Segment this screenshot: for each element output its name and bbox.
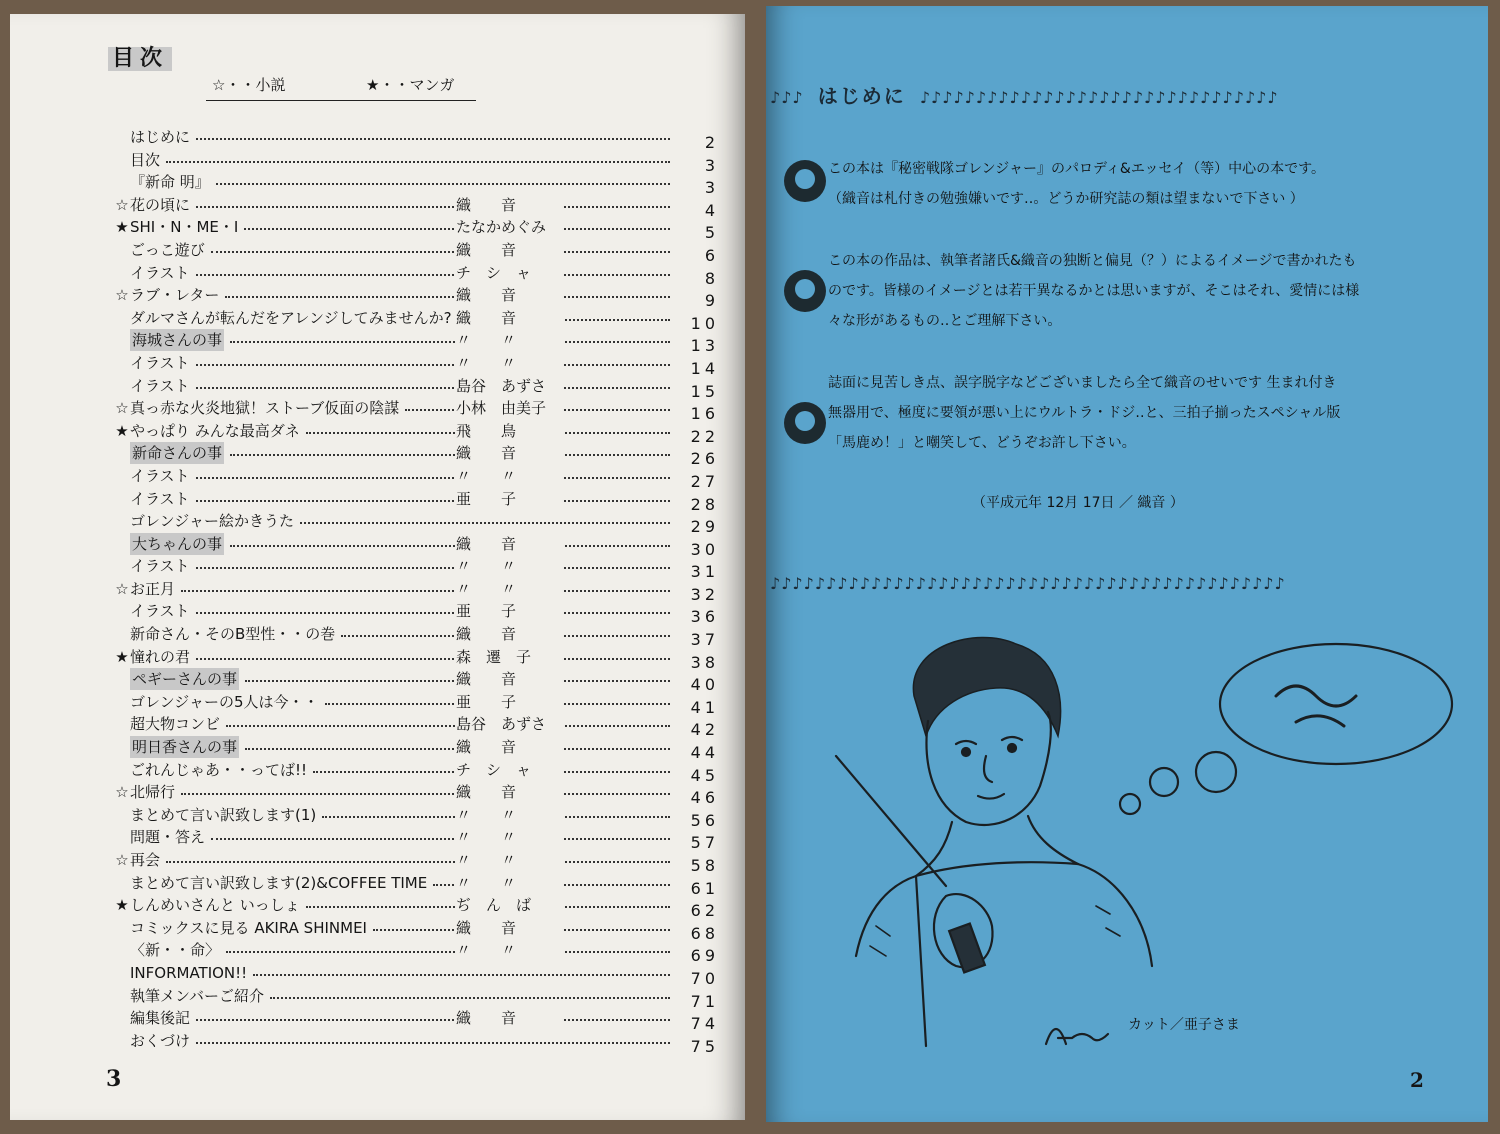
toc-entry-author-box — [456, 442, 564, 464]
toc-leader-dots — [196, 612, 670, 614]
toc-entry — [110, 307, 720, 333]
toc-entry — [110, 149, 720, 175]
toc-entry-page: 9 — [704, 291, 719, 311]
toc-leader-dots — [196, 567, 670, 569]
intro-paragraph-2 — [828, 246, 1428, 336]
toc-entry-mark: ☆ — [115, 195, 129, 214]
toc-entry-page: 57 — [690, 833, 719, 853]
toc-entry-author-box — [456, 646, 564, 668]
toc-entry-author-box — [456, 420, 564, 442]
toc-entry — [110, 1030, 720, 1056]
intro-page — [766, 6, 1488, 1122]
toc-entry-page: 44 — [690, 743, 719, 763]
toc-entry-mark: ★ — [115, 218, 129, 237]
toc-entry-mark: ★ — [115, 896, 129, 915]
toc-entry-title: まとめて言い訳致します(2)&COFFEE TIME — [130, 873, 428, 892]
toc-entry — [110, 510, 720, 537]
toc-entry-page: 3 — [704, 155, 719, 175]
toc-entry-author: 〃 〃 — [456, 851, 517, 869]
toc-entry — [110, 985, 720, 1011]
toc-entry-title: おくづけ — [130, 1031, 191, 1050]
toc-entry-title: 『新命 明』 — [130, 173, 210, 192]
toc-entry-title: 北帰行 — [130, 783, 176, 802]
toc-page — [10, 14, 745, 1120]
intro-line: 誌面に見苦しき点、誤字脱字などございましたら全て織音のせいです 生まれ付き — [828, 375, 1337, 391]
toc-entry-mark: ☆ — [115, 399, 129, 418]
toc-entry-author: 織 音 — [456, 240, 517, 259]
toc-entry-author: 織 音 — [456, 286, 517, 305]
intro-line: この本は『秘密戦隊ゴレンジャー』のパロディ&エッセイ（等）中心の本です。 — [828, 161, 1325, 177]
symbol-icon-2 — [784, 270, 826, 312]
toc-entry-title: ごれんじゃあ・・ってば!! — [130, 760, 308, 779]
toc-entry-page: 70 — [690, 968, 719, 988]
toc-entry-page: 14 — [690, 358, 719, 378]
toc-entry-page: 75 — [690, 1036, 719, 1056]
toc-entry-author-box — [456, 872, 564, 894]
toc-leader-dots — [226, 951, 670, 953]
toc-entry-author: ぢ ん ば — [456, 896, 532, 915]
toc-entry — [110, 239, 720, 265]
symbol-icon-1 — [784, 160, 826, 202]
toc-entry-author-box — [456, 600, 564, 622]
toc-leader-dots — [181, 590, 670, 592]
intro-heading: はじめに — [817, 84, 906, 108]
toc-entry — [110, 962, 720, 988]
toc-entry-author: 〃 〃 — [456, 331, 517, 350]
toc-entry-author: 島谷 あずさ — [456, 376, 547, 395]
toc-entry-author: 島谷 あずさ — [456, 715, 547, 734]
toc-entry-mark: ☆ — [115, 783, 129, 802]
toc-entry-title: 編集後記 — [130, 1009, 191, 1028]
toc-entry-author-box — [456, 329, 564, 351]
toc-entry-title: ペギーさんの事 — [132, 670, 238, 689]
toc-leader-dots — [181, 793, 670, 795]
music-notes-divider: ♪♪♪♪♪♪♪♪♪♪♪♪♪♪♪♪♪♪♪♪♪♪♪♪♪♪♪♪♪♪♪♪♪♪♪♪♪♪♪♪♪♪♪♪♪♪ — [770, 574, 1286, 593]
toc-entry-page: 46 — [690, 788, 719, 808]
illustration-credit: カット／亜子さま — [1128, 1017, 1240, 1033]
toc-entry-title: 花の頃に — [130, 195, 191, 214]
toc-entry-page: 38 — [690, 652, 719, 672]
toc-leader-dots — [196, 477, 670, 479]
toc-entry-title: ごっこ遊び — [130, 240, 205, 259]
toc-entry-author-box — [456, 375, 564, 397]
toc-entry — [110, 623, 720, 650]
toc-entry-author: 亜 子 — [456, 692, 517, 711]
toc-entry-page: 6 — [704, 245, 719, 265]
toc-heading: 目次 — [108, 47, 172, 71]
toc-entry-page: 56 — [690, 810, 719, 830]
toc-entry-page: 10 — [690, 313, 719, 333]
page-number-right: 2 — [1410, 1068, 1424, 1092]
toc-leader-dots — [225, 296, 670, 298]
toc-leader-dots — [196, 658, 670, 660]
toc-entry-author: 飛 鳥 — [456, 421, 517, 440]
toc-entry-author: 亜 子 — [456, 602, 517, 621]
toc-entry-author: 亜 子 — [456, 489, 517, 508]
toc-entry-author: 〃 〃 — [456, 579, 517, 598]
toc-entry-page: 37 — [690, 630, 719, 650]
toc-leader-dots — [196, 274, 670, 276]
toc-entry-author-box — [456, 262, 564, 284]
character-illustration — [796, 626, 1456, 1066]
toc-entry-author-box — [456, 939, 564, 961]
toc-entry-page: 13 — [690, 336, 719, 356]
toc-entry-author-box — [456, 578, 564, 600]
toc-entry-mark: ☆ — [115, 286, 129, 305]
toc-entry-title: 再会 — [130, 851, 161, 869]
toc-leader-dots — [211, 838, 670, 840]
intro-line: この本の作品は、執筆者諸氏&織音の独断と偏見（？）によるイメージで書かれたも — [828, 253, 1357, 269]
toc-leader-dots — [230, 341, 670, 343]
toc-entry-author-box — [456, 713, 564, 735]
toc-entry-title: やっぱり みんな最高ダネ — [130, 421, 300, 440]
toc-entry — [110, 171, 720, 198]
toc-entry-page: 68 — [690, 923, 719, 943]
toc-entry-author-box — [456, 668, 564, 690]
intro-line: 「馬鹿め！」と嘲笑して、どうぞお許し下さい。 — [828, 435, 1136, 451]
toc-entry-title: 新命さんの事 — [132, 444, 223, 463]
toc-entry-title: コミックスに見る AKIRA SHINMEI — [130, 918, 367, 937]
toc-entry — [110, 465, 720, 491]
toc-entry — [110, 555, 720, 582]
toc-entry — [110, 126, 720, 152]
toc-entry-title: 明日香さんの事 — [132, 738, 238, 757]
toc-entry-author: 森 遷 子 — [456, 647, 532, 666]
toc-entry-page: 58 — [690, 856, 719, 875]
toc-entry-page: 5 — [704, 223, 719, 243]
toc-entry-page: 8 — [704, 268, 719, 288]
toc-leader-dots — [211, 251, 670, 253]
toc-entry-author: 織 音 — [456, 918, 517, 937]
toc-entry-title: イラスト — [130, 466, 190, 485]
toc-entry-mark: ★ — [115, 647, 129, 666]
toc-entry — [110, 194, 720, 220]
toc-leader-dots — [196, 1042, 670, 1044]
toc-entry-page: 42 — [690, 720, 719, 740]
toc-entry — [110, 442, 720, 469]
toc-entry-author-box — [456, 826, 564, 848]
toc-leader-dots — [196, 206, 670, 208]
toc-entry-author: 〃 〃 — [456, 466, 517, 485]
toc-entry-title: イラスト — [130, 602, 190, 621]
toc-entry-author: たなかめぐみ — [456, 218, 547, 237]
toc-entry-author: 織 音 — [456, 738, 517, 757]
toc-entry — [110, 352, 720, 378]
toc-entry — [110, 216, 720, 243]
toc-entry — [110, 804, 720, 830]
date-signature: （平成元年 12月 17日 ／ 織音 ） — [972, 495, 1184, 511]
toc-entry-title: 憧れの君 — [130, 647, 191, 666]
toc-entry-page: 71 — [690, 991, 719, 1011]
toc-entry-author-box — [456, 759, 564, 781]
toc-entry-title: 目次 — [130, 150, 161, 169]
toc-entry-title: INFORMATION!! — [130, 963, 248, 982]
toc-entry-author: 〃 〃 — [456, 805, 517, 824]
toc-entry-author-box — [456, 465, 564, 487]
toc-entry-title: 問題・答え — [130, 828, 206, 847]
toc-entry-author: チ シ ャ — [456, 263, 532, 282]
toc-entry — [110, 759, 720, 785]
toc-entry-author-box — [456, 1007, 564, 1029]
toc-entry-title: SHI・N・ME・I — [130, 218, 239, 237]
toc-entry-mark: ☆ — [115, 579, 129, 598]
toc-entry-author-box — [456, 691, 564, 713]
toc-entry-author-box — [456, 533, 564, 555]
toc-leader-dots — [196, 387, 670, 389]
toc-entry-author-box — [456, 555, 564, 577]
toc-entry-author: 織 音 — [456, 783, 517, 802]
music-notes-left: ♪♪♪ — [770, 88, 804, 107]
toc-leader-dots — [270, 997, 670, 999]
toc-entry-page: 3 — [704, 178, 719, 198]
toc-entry-page: 30 — [690, 539, 719, 559]
toc-entry-author-box — [456, 397, 564, 419]
toc-entry-author-box — [456, 216, 564, 238]
toc-entry — [110, 736, 720, 763]
toc-entry-title: イラスト — [130, 263, 190, 282]
toc-entry — [110, 600, 720, 627]
toc-entry-author: 織 音 — [456, 444, 517, 463]
toc-entry-title: ゴレンジャーの5人は今・・ — [130, 692, 319, 711]
toc-entry — [110, 262, 720, 288]
toc-entry-author: 織 音 — [456, 195, 517, 214]
toc-entry — [110, 939, 720, 966]
legend-novel: ☆・・小説 — [212, 76, 286, 94]
toc-entry-author: 〃 〃 — [456, 941, 517, 960]
toc-entry-page: 27 — [690, 471, 719, 491]
toc-entry-mark: ★ — [115, 421, 129, 440]
toc-entry-author: 小林 由美子 — [456, 399, 547, 418]
toc-entry-title: 海城さんの事 — [132, 331, 223, 350]
toc-entry-title: 〈新・・命〉 — [130, 941, 221, 960]
toc-entry-page: 45 — [690, 765, 719, 785]
toc-leader-dots — [216, 183, 670, 185]
intro-line: 々な形があるもの‥とご理解下さい。 — [828, 313, 1062, 329]
toc-entry-author: 織 音 — [456, 670, 517, 689]
toc-entry — [110, 533, 720, 559]
toc-leader-dots — [300, 522, 670, 524]
toc-entry-mark: ☆ — [115, 851, 129, 869]
toc-entry-author-box — [456, 488, 564, 510]
toc-entry-author: 織 音 — [456, 308, 517, 327]
toc-entry-author: 織 音 — [456, 1009, 517, 1028]
toc-entry-author-box — [456, 849, 564, 871]
toc-entry — [110, 488, 720, 514]
toc-leader-dots — [230, 454, 670, 456]
intro-paragraph-1 — [828, 154, 1428, 214]
toc-entry — [110, 329, 720, 356]
toc-entry-title: イラスト — [130, 376, 190, 395]
toc-entry-author-box — [456, 284, 564, 306]
music-notes-right: ♪♪♪♪♪♪♪♪♪♪♪♪♪♪♪♪♪♪♪♪♪♪♪♪♪♪♪♪♪♪♪♪ — [919, 88, 1279, 107]
toc-entry — [110, 646, 720, 672]
toc-leader-dots — [196, 500, 670, 502]
toc-entry-title: はじめに — [130, 128, 191, 146]
toc-entry — [110, 1007, 720, 1034]
toc-entry — [110, 578, 720, 604]
toc-entry-author: 〃 〃 — [456, 828, 517, 847]
toc-entry-title: イラスト — [130, 353, 190, 372]
toc-entry-page: 41 — [690, 697, 719, 717]
toc-entry-author-box — [456, 917, 564, 939]
toc-entry — [110, 375, 720, 401]
toc-entry-title: イラスト — [130, 557, 190, 576]
toc-entry-author: 〃 〃 — [456, 873, 517, 892]
toc-entry-author-box — [456, 894, 564, 916]
toc-entry-page: 74 — [690, 1014, 719, 1034]
toc-leader-dots — [196, 1019, 670, 1021]
toc-entry — [110, 781, 720, 808]
toc-entry-author: 〃 〃 — [456, 353, 517, 372]
toc-entry — [110, 917, 720, 943]
toc-entry-page: 61 — [690, 878, 719, 898]
toc-entry-author-box — [456, 804, 564, 826]
toc-entry — [110, 894, 720, 921]
intro-line: のです。皆様のイメージとは若干異なるかとは思いますが、そこはそれ、愛情には様 — [828, 283, 1360, 299]
toc-list — [110, 126, 720, 1056]
toc-entry-title: 真っ赤な火炎地獄！ストーブ仮面の陰謀 — [130, 399, 400, 418]
toc-entry — [110, 849, 720, 875]
intro-header — [770, 80, 1406, 109]
toc-entry-title: イラスト — [130, 489, 190, 508]
page-number-left: 3 — [106, 1066, 122, 1092]
toc-entry-page: 31 — [690, 562, 719, 582]
toc-entry-title: 超大物コンビ — [130, 715, 221, 734]
toc-entry — [110, 284, 720, 311]
toc-entry-page: 40 — [690, 675, 719, 695]
toc-entry — [110, 691, 720, 717]
toc-entry-page: 36 — [690, 607, 719, 627]
toc-leader-dots — [166, 861, 670, 863]
toc-entry-author-box — [456, 307, 564, 329]
toc-legend — [206, 72, 476, 101]
toc-entry — [110, 668, 720, 695]
toc-entry-page: 62 — [690, 901, 719, 921]
toc-entry — [110, 397, 720, 424]
toc-leader-dots — [196, 138, 670, 140]
toc-entry-title: ダルマさんが転んだをアレンジしてみませんか? — [130, 308, 452, 327]
toc-entry-author: チ シ ャ — [456, 760, 532, 779]
legend-manga: ★・・マンガ — [366, 76, 455, 94]
toc-entry-title: ゴレンジャー絵かきうた — [130, 512, 294, 531]
toc-entry-title: お正月 — [130, 579, 176, 598]
toc-entry-page: 32 — [690, 584, 719, 604]
toc-entry-author-box — [456, 736, 564, 758]
toc-entry-author: 織 音 — [456, 534, 517, 553]
intro-line: （織音は札付きの勉強嫌いです‥。どうか研究誌の類は望まないで下さい ） — [828, 191, 1304, 207]
toc-entry-title: ラブ・レター — [130, 286, 220, 305]
toc-leader-dots — [196, 364, 670, 366]
toc-entry-author-box — [456, 239, 564, 261]
toc-entry-page: 15 — [690, 381, 719, 401]
toc-entry — [110, 826, 720, 853]
toc-entry-author: 織 音 — [456, 625, 517, 644]
toc-entry-author-box — [456, 352, 564, 374]
intro-line: 無器用で、極度に要領が悪い上にウルトラ・ドジ‥と、三拍子揃ったスペシャル版 — [828, 405, 1341, 421]
intro-paragraph-3 — [828, 368, 1428, 458]
toc-entry-page: 22 — [690, 426, 719, 446]
toc-entry-page: 69 — [690, 946, 719, 966]
toc-entry-page: 16 — [690, 404, 719, 424]
toc-entry-author: 〃 〃 — [456, 557, 517, 576]
toc-entry-page: 2 — [704, 133, 719, 152]
toc-entry-page: 29 — [690, 517, 719, 537]
symbol-icon-3 — [784, 402, 826, 444]
toc-entry — [110, 872, 720, 898]
toc-leader-dots — [230, 545, 670, 547]
toc-entry-page: 4 — [704, 200, 719, 220]
toc-entry — [110, 713, 720, 740]
toc-entry-page: 28 — [690, 494, 719, 514]
toc-leader-dots — [226, 725, 670, 727]
toc-entry-author-box — [456, 781, 564, 803]
toc-entry-page: 26 — [690, 449, 719, 469]
toc-entry-title: まとめて言い訳致します(1) — [130, 805, 317, 824]
toc-entry-title: 大ちゃんの事 — [132, 534, 223, 553]
toc-leader-dots — [253, 974, 670, 976]
toc-entry-title: 新命さん・そのB型性・・の巻 — [130, 625, 336, 644]
toc-entry-title: しんめいさんと いっしょ — [130, 896, 300, 915]
toc-entry-author-box — [456, 623, 564, 645]
toc-entry-author-box — [456, 194, 564, 216]
toc-entry-title: 執筆メンバーご紹介 — [130, 986, 264, 1005]
toc-entry — [110, 420, 720, 446]
toc-leader-dots — [166, 161, 670, 163]
